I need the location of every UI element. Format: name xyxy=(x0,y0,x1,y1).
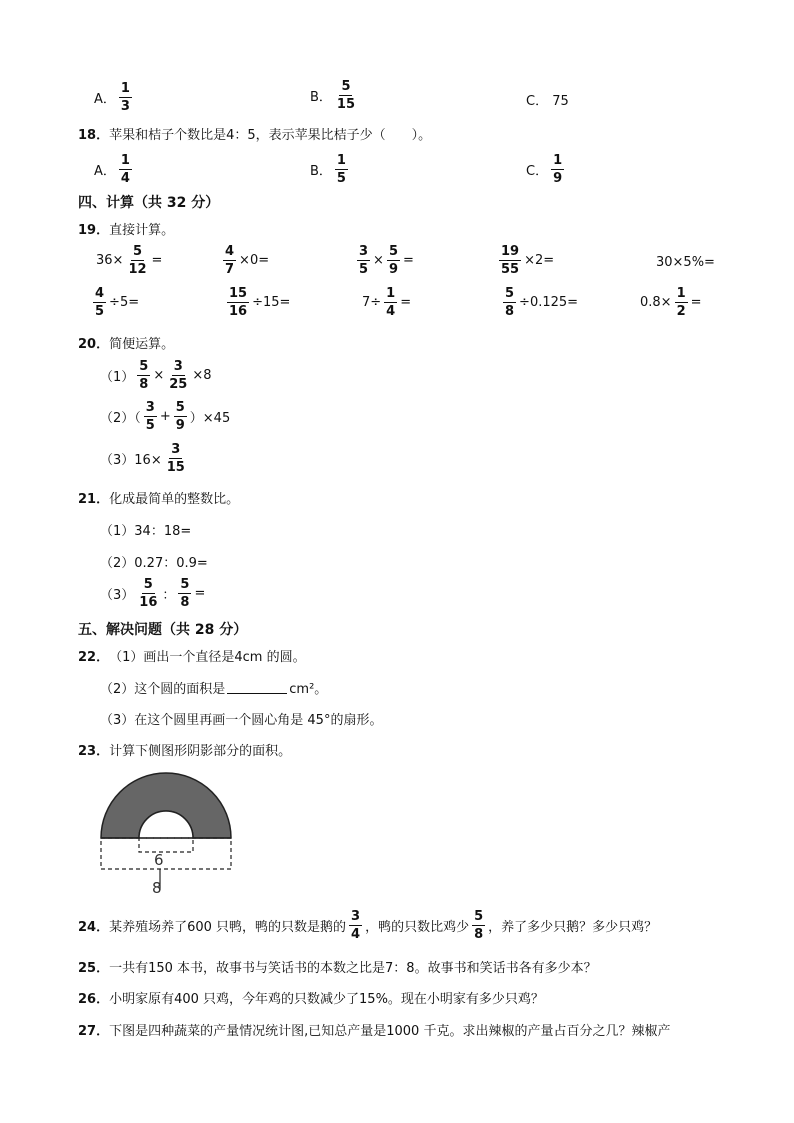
q18-option-b xyxy=(310,154,351,185)
question-text: 小明家原有400 只鸡，今年鸡的只数减少了15%。现在小明家有多少只鸡？ xyxy=(109,992,544,1007)
fraction: $\frac{5}{15}$ xyxy=(336,79,356,112)
q20-item-2: （2）（ $\frac{3}{5}$ + $\frac{5}{9}$ ）×45 xyxy=(100,400,231,433)
question-26 xyxy=(78,988,544,1007)
q21-item-3: （3） $\frac{5}{16}$ ： $\frac{5}{8}$ = xyxy=(100,577,206,610)
q19-expr-5: 30×5%= xyxy=(656,255,715,270)
option-label: B． xyxy=(310,90,332,105)
question-text: 一共有150 本书，故事书与笑话书的本数之比是7：8。故事书和笑话书各有多少本？ xyxy=(109,961,597,976)
q19-expr-8: 7÷ $\frac{1}{4}$ = xyxy=(362,286,412,319)
q19-expr-7: $\frac{15}{16}$ ÷15= xyxy=(229,286,291,319)
q22-item-1: （1）画出一个直径是4cm 的圆。 xyxy=(109,650,306,665)
outer-diameter-label: 8 xyxy=(152,879,162,897)
shaded-semicircle-figure xyxy=(96,772,236,900)
question-text: 计算下侧图形阴影部分的面积。 xyxy=(109,744,292,759)
question-20 xyxy=(78,333,174,352)
question-18 xyxy=(78,124,431,143)
q21-item-2: （2）0.27：0.9= xyxy=(100,556,208,571)
question-number: 20． xyxy=(78,337,110,352)
q21-item-1: （1）34：18= xyxy=(100,524,192,539)
option-label: C． xyxy=(526,164,549,179)
question-23 xyxy=(78,740,291,759)
question-number: 26． xyxy=(78,992,110,1007)
question-number: 23． xyxy=(78,744,110,759)
question-27 xyxy=(78,1020,670,1039)
q19-expr-4: $\frac{19}{55}$ ×2= xyxy=(501,244,555,277)
q19-expr-10: 0.8× $\frac{1}{2}$ = xyxy=(640,286,702,319)
option-label: A． xyxy=(94,164,116,179)
section-4-title: 四、计算（共 32 分） xyxy=(78,195,220,211)
option-label: A． xyxy=(94,92,116,107)
question-19 xyxy=(78,219,174,238)
question-number: 18． xyxy=(78,128,110,143)
inner-diameter-label: 6 xyxy=(154,851,164,869)
q19-expr-9: $\frac{5}{8}$ ÷0.125= xyxy=(505,286,579,319)
option-label: B． xyxy=(310,164,332,179)
question-number: 24． xyxy=(78,920,110,935)
question-24: 24． 某养殖场养了600 只鸭，鸭的只数是鹅的 $\frac{3}{4}$ ，鸭的只数比鸡少 $\frac{5}{8}$ ，养了多少只鹅？多少只鸡？ xyxy=(78,909,658,942)
fraction: $\frac{1}{9}$ xyxy=(553,153,563,186)
fraction: $\frac{1}{3}$ xyxy=(120,81,130,114)
question-21 xyxy=(78,488,239,507)
question-text: 化成最简单的整数比。 xyxy=(109,492,240,507)
q22-item-3: （3）在这个圆里再画一个圆心角是 45°的扇形。 xyxy=(100,713,383,728)
question-text: 简便运算。 xyxy=(109,337,175,352)
q19-expr-2: $\frac{4}{7}$ ×0= xyxy=(225,244,270,277)
q17-option-c: C． 75 xyxy=(526,94,569,109)
q17-option-b xyxy=(310,80,360,111)
q19-expr-6: $\frac{4}{5}$ ÷5= xyxy=(95,286,140,319)
q19-expr-1: 36× $\frac{5}{12}$ = xyxy=(96,244,163,277)
answer-blank[interactable] xyxy=(227,681,287,694)
q20-item-1: （1） $\frac{5}{8}$ × $\frac{3}{25}$ ×8 xyxy=(100,359,212,392)
question-number: 25． xyxy=(78,961,110,976)
q22-item-2: （2）这个圆的面积是 cm²。 xyxy=(100,682,328,697)
q20-item-3: （3）16× $\frac{3}{15}$ xyxy=(100,442,185,475)
fraction: $\frac{1}{5}$ xyxy=(336,153,346,186)
section-5-title: 五、解决问题（共 28 分） xyxy=(78,622,248,638)
question-text: 苹果和桔子个数比是4：5，表示苹果比桔子少（ ）。 xyxy=(109,128,432,143)
q18-option-a xyxy=(94,154,135,185)
q18-option-c xyxy=(526,154,567,185)
question-number: 21． xyxy=(78,492,110,507)
question-text: 直接计算。 xyxy=(109,223,175,238)
question-22 xyxy=(78,646,306,665)
question-number: 19． xyxy=(78,223,110,238)
question-number: 27． xyxy=(78,1024,110,1039)
fraction: $\frac{1}{4}$ xyxy=(120,153,130,186)
question-text: 下图是四种蔬菜的产量情况统计图,已知总产量是1000 千克。求出辣椒的产量占百分之几？辣椒产 xyxy=(109,1024,671,1039)
q17-option-a xyxy=(94,82,135,113)
question-number: 22． xyxy=(78,650,110,665)
question-25 xyxy=(78,957,597,976)
q19-expr-3: $\frac{3}{5}$ × $\frac{5}{9}$ = xyxy=(359,244,414,277)
